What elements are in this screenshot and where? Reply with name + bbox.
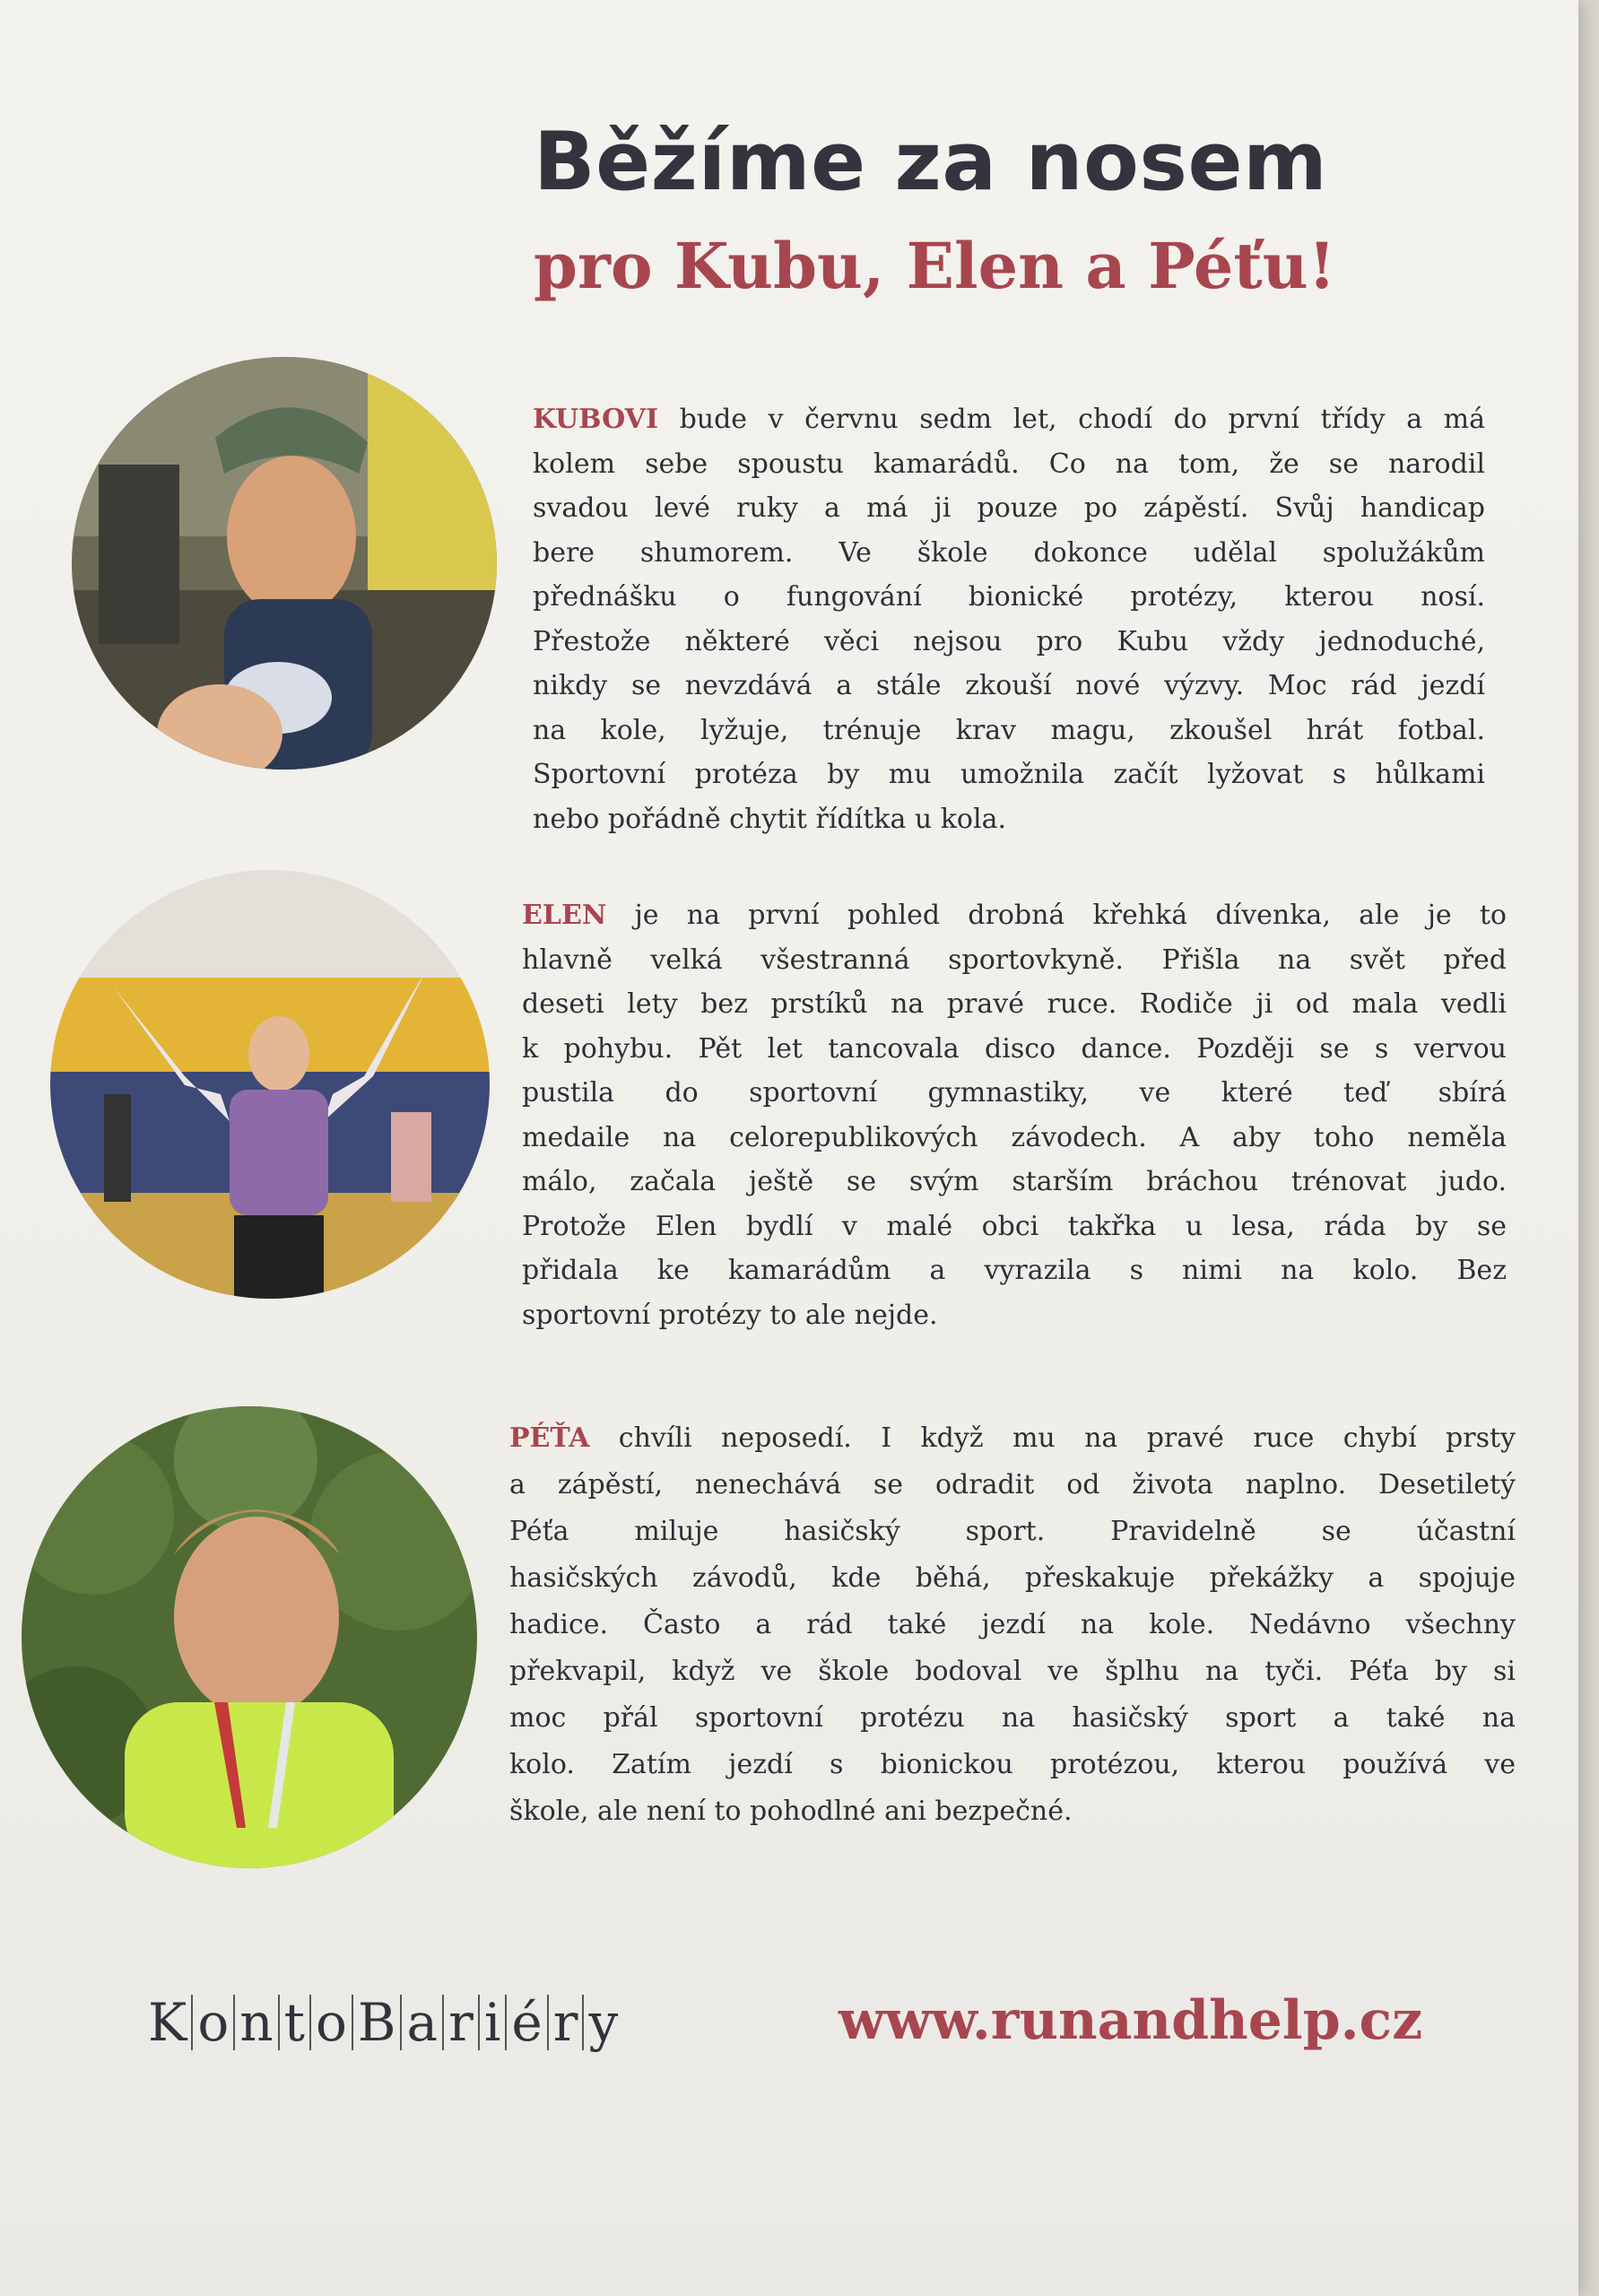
story-text: bude v červnu sedm let, chodí do první třídy a má bbox=[658, 404, 1485, 435]
logo-letter: B bbox=[353, 1995, 403, 2050]
photo-kuba bbox=[72, 357, 497, 770]
logo-letter: n bbox=[235, 1995, 279, 2050]
story-line: škole, ale není to pohodlné ani bezpečné. bbox=[509, 1796, 1073, 1827]
title-line-2: pro Kubu, Elen a Péťu! bbox=[534, 229, 1336, 303]
story-line: hlavně velká všestranná sportovkyně. Přišla na svět před bbox=[522, 944, 1507, 976]
story-line bbox=[533, 397, 1485, 442]
story-line: hadice. Často a rád také jezdí na kole. Nedávno všechny bbox=[509, 1609, 1516, 1640]
story-line: nebo pořádně chytit řídítka u kola. bbox=[533, 803, 1007, 835]
story-line: na kole, lyžuje, trénuje krav magu, zkoušel hrát fotbal. bbox=[533, 714, 1485, 746]
story-name: PÉŤA bbox=[509, 1422, 590, 1454]
story-line: nikdy se nevzdává a stále zkouší nové výzvy. Moc rád jezdí bbox=[533, 670, 1485, 701]
website-url[interactable]: www.runandhelp.cz bbox=[839, 1989, 1423, 2052]
story-elen bbox=[522, 893, 1507, 1337]
story-line: překvapil, když ve škole bodoval ve šplhu na tyči. Péťa by si bbox=[509, 1656, 1516, 1687]
story-line: kolo. Zatím jezdí s bionickou protézou, kterou používá ve bbox=[509, 1749, 1516, 1780]
logo-letter: é bbox=[507, 1995, 548, 2050]
photo-elen bbox=[50, 870, 490, 1299]
story-line: kolem sebe spoustu kamarádů. Co na tom, že se narodil bbox=[533, 448, 1485, 480]
story-name: ELEN bbox=[522, 900, 607, 931]
konto-bariery-logo bbox=[143, 1992, 622, 2053]
logo-letter: a bbox=[402, 1995, 444, 2050]
story-line: Péťa miluje hasičský sport. Pravidelně se účastní bbox=[509, 1516, 1516, 1547]
story-line: k pohybu. Pět let tancovala disco dance. Později se s vervou bbox=[522, 1032, 1507, 1065]
story-line: pustila do sportovní gymnastiky, ve které teď sbírá bbox=[522, 1077, 1507, 1109]
logo-letter: o bbox=[311, 1995, 353, 2050]
story-text: je na první pohled drobná křehká dívenka, ale je to bbox=[606, 900, 1507, 931]
logo-letter: K bbox=[143, 1995, 193, 2050]
story-line: sportovní protézy to ale nejde. bbox=[522, 1299, 938, 1331]
story-line: hasičských závodů, kde běhá, přeskakuje překážky a spojuje bbox=[509, 1562, 1516, 1594]
story-text: chvíli neposedí. I když mu na pravé ruce chybí prsty bbox=[589, 1422, 1516, 1454]
story-line: svadou levé ruky a má ji pouze po zápěstí. Svůj handicap bbox=[533, 492, 1485, 524]
story-kuba bbox=[533, 397, 1485, 841]
story-name: KUBOVI bbox=[533, 404, 658, 435]
story-line bbox=[522, 893, 1507, 938]
photo-peta bbox=[22, 1406, 477, 1868]
story-line bbox=[509, 1415, 1516, 1462]
story-line: moc přál sportovní protézu na hasičský sport a také na bbox=[509, 1702, 1516, 1734]
story-line: málo, začala ještě se svým starším bráchou trénovat judo. bbox=[522, 1166, 1507, 1197]
logo-letter: r bbox=[549, 1995, 585, 2050]
story-line: bere shumorem. Ve škole dokonce udělal spolužákům bbox=[533, 536, 1485, 569]
logo-letter: r bbox=[444, 1995, 480, 2050]
story-line: Sportovní protéza by mu umožnila začít lyžovat s hůlkami bbox=[533, 759, 1485, 790]
logo-letter: i bbox=[480, 1995, 508, 2050]
story-line: deseti lety bez prstíků na pravé ruce. Rodiče ji od mala vedli bbox=[522, 988, 1507, 1020]
logo-letter: t bbox=[280, 1995, 311, 2050]
story-line: a zápěstí, nenechává se odradit od života naplno. Desetiletý bbox=[509, 1469, 1516, 1500]
title-line-1: Běžíme za nosem bbox=[534, 115, 1328, 209]
logo-letter: y bbox=[588, 1992, 619, 2053]
logo-letter: o bbox=[193, 1995, 235, 2050]
story-line: medaile na celorepublikových závodech. A aby toho neměla bbox=[522, 1121, 1507, 1153]
story-peta bbox=[509, 1415, 1516, 1835]
story-line: Přestože některé věci nejsou pro Kubu vždy jednoduché, bbox=[533, 625, 1485, 657]
story-line: Protože Elen bydlí v malé obci takřka u lesa, ráda by se bbox=[522, 1210, 1507, 1242]
story-line: přidala ke kamarádům a vyrazila s nimi na kolo. Bez bbox=[522, 1255, 1507, 1286]
story-line: přednášku o fungování bionické protézy, kterou nosí. bbox=[533, 581, 1485, 613]
